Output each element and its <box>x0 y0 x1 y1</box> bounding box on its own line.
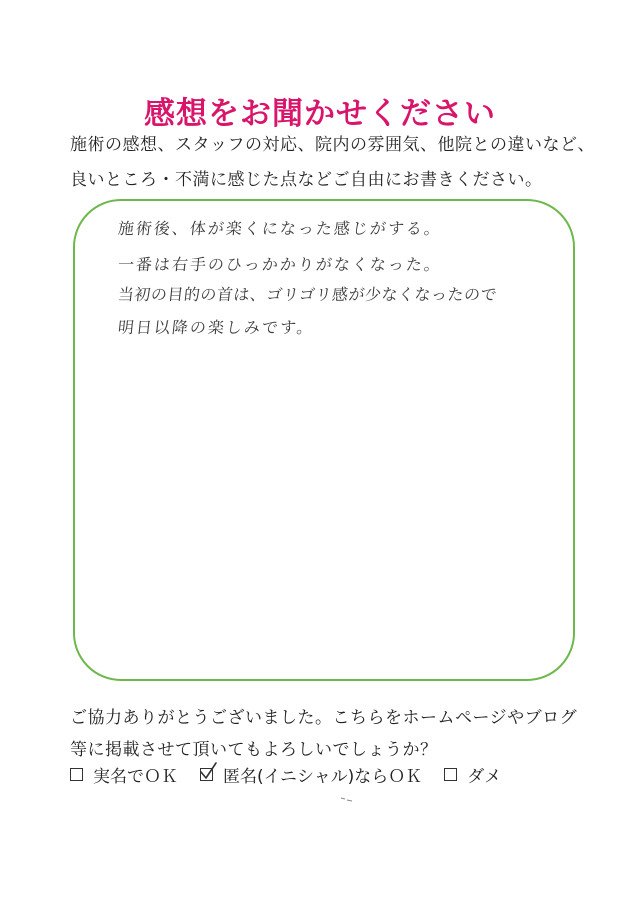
handwritten-line-1: 施術後、体が楽くになった感じがする。 <box>116 219 443 238</box>
intro-line-1: 施術の感想、スタッフの対応、院内の雰囲気、他院との違いなど、 <box>70 135 595 155</box>
consent-option-real-name[interactable] <box>70 762 178 787</box>
handwritten-line-4: 明日以降の楽しみです。 <box>116 318 316 337</box>
ink-speck <box>340 796 354 802</box>
checkbox-anonymous[interactable] <box>200 768 213 781</box>
consent-option-anonymous[interactable] <box>200 762 422 787</box>
closing-line-2: 等に掲載させて頂いてもよろしいでしょうか？ <box>70 740 438 760</box>
page-title: 感想をお聞かせください <box>144 96 496 132</box>
intro-line-2: 良いところ・不満に感じた点などご自由にお書きください。 <box>70 170 543 190</box>
consent-options <box>70 763 523 785</box>
handwritten-line-2: 一番は右手のひっかかりがなくなった。 <box>116 255 443 274</box>
closing-line-1: ご協力ありがとうございました。こちらをホームページやブログ <box>70 708 578 728</box>
consent-label-anonymous: 匿名(イニシャル)ならＯＫ <box>223 766 423 787</box>
check-mark-icon <box>198 761 218 781</box>
handwritten-line-3: 当初の目的の首は、ゴリゴリ感が少なくなったので <box>116 285 499 304</box>
consent-label-decline: ダメ <box>467 766 502 787</box>
consent-label-real-name: 実名でＯＫ <box>93 766 178 787</box>
checkbox-decline[interactable] <box>444 768 457 781</box>
checkbox-real-name[interactable] <box>70 768 83 781</box>
consent-option-decline[interactable] <box>444 762 501 787</box>
